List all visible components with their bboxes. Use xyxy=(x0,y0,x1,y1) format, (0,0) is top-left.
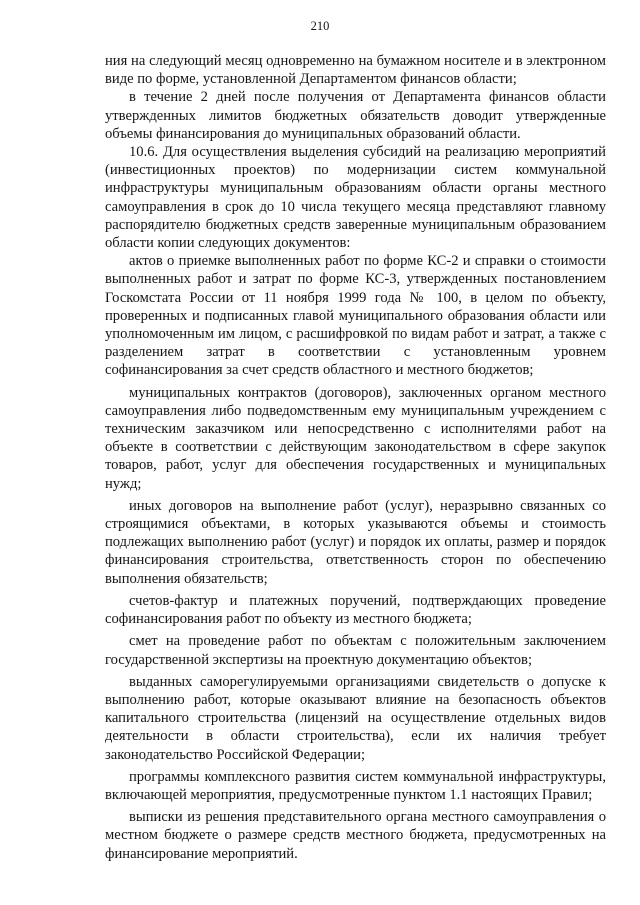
paragraph: 10.6. Для осуществления выделения субсидий на реализацию мероприятий (инвестиционных проектов) по модернизации систем коммунальной инфраструктуры муниципальным образованиям области органы местного самоуправления в срок до 10 числа текущего месяца представляют главному распорядителю бюджетных средств заверенные муниципальным образованием области копии следующих документов: xyxy=(105,144,606,252)
document-body xyxy=(105,52,606,863)
list-item: счетов-фактур и платежных поручений, подтверждающих проведение софинансирования работ по объекту из местного бюджета; xyxy=(105,592,606,628)
list-item: выписки из решения представительного органа местного самоуправления о местном бюджете о размере средств местного бюджета, предусмотренных на финансирование мероприятий. xyxy=(105,809,606,862)
page-number: 210 xyxy=(310,19,330,33)
list-item: муниципальных контрактов (договоров), заключенных органом местного самоуправления либо подведомственным ему муниципальным учреждением с техническим заказчиком или непосредственно с исполнителями работ на объекте в соответствии с действующим законодательством в сфере закупок товаров, работ, услуг для обеспечения государственных и муниципальных нужд; xyxy=(105,384,606,492)
paragraph: ния на следующий месяц одновременно на бумажном носителе и в электронном виде по форме, установленной Департаментом финансов области; xyxy=(105,53,606,88)
list-item: выданных саморегулируемыми организациями свидетельств о допуске к выполнению работ, которые оказывают влияние на безопасность объектов капитального строительства (лицензий на осуществление отдельных видов деятельности в области строительства), если их наличия требует законодательство Российской Федерации; xyxy=(105,673,606,763)
list-item: программы комплексного развития систем коммунальной инфраструктуры, включающей мероприятия, предусмотренные пунктом 1.1 настоящих Правил; xyxy=(105,768,606,803)
paragraph: в течение 2 дней после получения от Департамента финансов области утвержденных лимитов бюджетных обязательств доводит утвержденные объемы финансирования до муниципальных образований области. xyxy=(105,89,606,142)
list-item: иных договоров на выполнение работ (услуг), неразрывно связанных со строящимися объектами, в которых указываются объемы и стоимость подлежащих выполнению работ (услуг) и порядок их оплаты, размер и порядок финансирования строительства, ответственность сторон по обеспечению выполнения обязательств; xyxy=(105,497,606,587)
list-item: смет на проведение работ по объектам с положительным заключением государственной экспертизы на проектную документацию объектов; xyxy=(105,633,606,668)
list-item: актов о приемке выполненных работ по форме КС-2 и справки о стоимости выполненных работ и затрат по форме КС-3, утвержденных постановлением Госкомстата России от 11 ноября 1999 года № 100, в целом по объекту, проверенных и подписанных главой муниципального образования области или уполномоченным им лицом, с расшифровкой по видам работ и затрат, а также с разделением затрат в соответствии с установленным уровнем софинансирования за счет средств областного и местного бюджетов; xyxy=(105,253,606,379)
